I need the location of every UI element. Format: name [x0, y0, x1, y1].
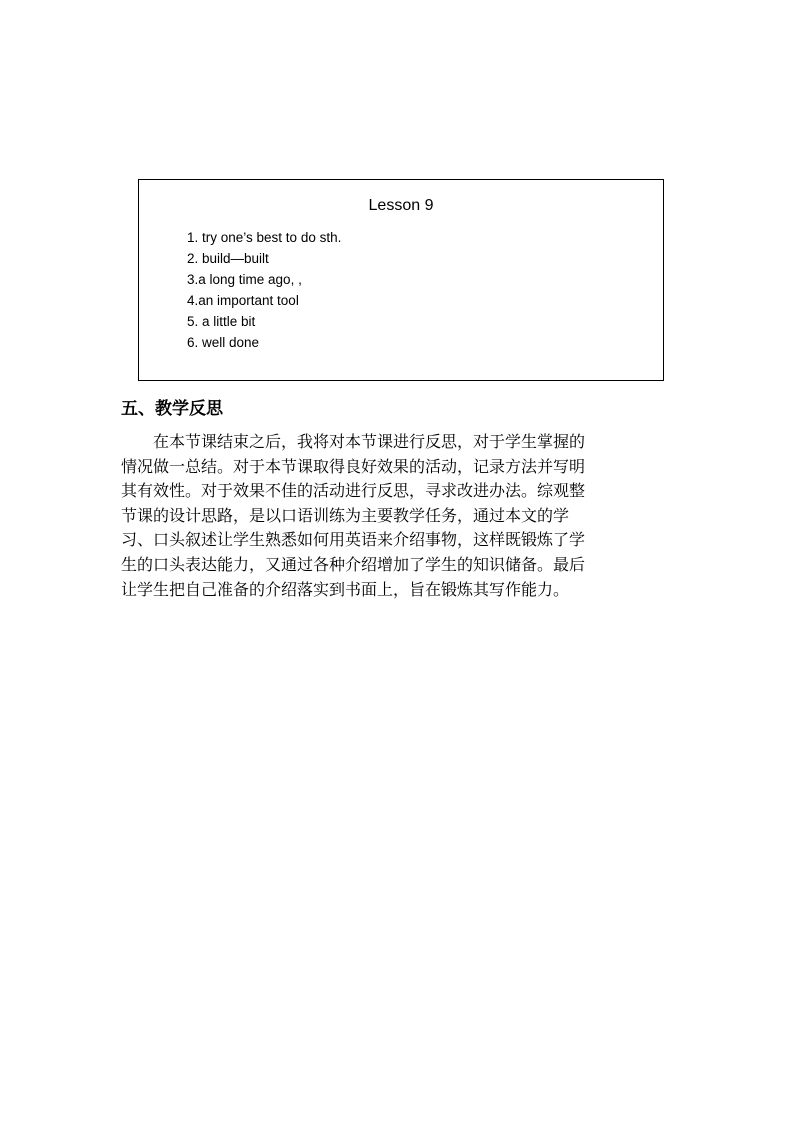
list-item: 6. well done [187, 335, 260, 350]
paragraph-line: 生的口头表达能力，又通过各种介绍增加了学生的知识储备。最后 [121, 554, 586, 574]
vocabulary-list [187, 227, 341, 353]
list-item: 3.a long time ago, , [187, 272, 302, 287]
list-item: 1. try one’s best to do sth. [187, 230, 342, 245]
paragraph-line: 情况做一总结。对于本节课取得良好效果的活动，记录方法并写明 [121, 456, 586, 476]
list-item: 2. build—built [187, 251, 269, 266]
section-heading: 五、教学反思 [121, 399, 223, 419]
paragraph-line: 让学生把自己准备的介绍落实到书面上，旨在锻炼其写作能力。 [121, 579, 570, 599]
reflection-paragraph [121, 430, 673, 602]
lesson-title: Lesson 9 [368, 197, 434, 214]
list-item: 5. a little bit [187, 314, 256, 329]
list-item: 4.an important tool [187, 293, 299, 308]
blackboard-design-box [138, 179, 664, 381]
paragraph-line: 在本节课结束之后，我将对本节课进行反思，对于学生掌握的 [121, 432, 586, 451]
paragraph-line: 习、口头叙述让学生熟悉如何用英语来介绍事物，这样既锻炼了学 [121, 530, 586, 550]
paragraph-line: 其有效性。对于效果不佳的活动进行反思，寻求改进办法。综观整 [121, 481, 586, 501]
paragraph-line: 节课的设计思路，是以口语训练为主要教学任务，通过本文的学 [121, 505, 570, 525]
